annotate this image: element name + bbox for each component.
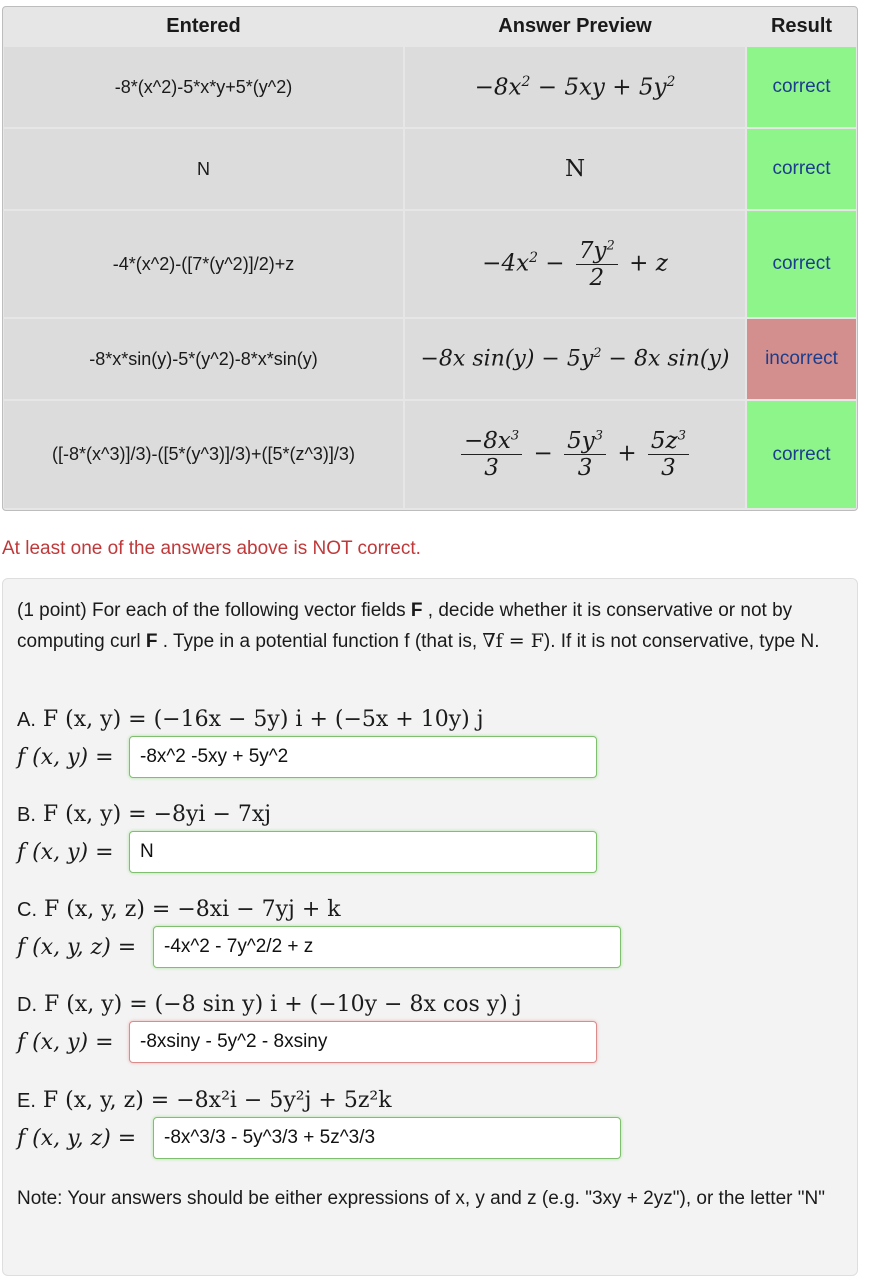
entered-cell: N <box>4 129 403 209</box>
result-cell: correct <box>747 47 856 127</box>
header-answer-preview: Answer Preview <box>405 8 745 45</box>
entered-cell: ([-8*(x^3)]/3)-([5*(y^3)]/3)+([5*(z^3)]/3) <box>4 401 403 508</box>
entered-cell: -4*(x^2)-([7*(y^2)]/2)+z <box>4 211 403 317</box>
results-table <box>2 6 858 511</box>
answer-input-e[interactable]: -8x^3/3 - 5y^3/3 + 5z^3/3 <box>153 1117 621 1159</box>
result-cell: correct <box>747 211 856 317</box>
preview-math: −8x $\sin(y) - 5y^2 - 8x$ sin(y) <box>420 346 730 372</box>
preview-math: $-4x^2$ − $\frac{7y^2}{2}$ + z <box>482 237 668 291</box>
answer-input-a[interactable]: -8x^2 -5xy + 5y^2 <box>129 736 597 778</box>
part-b-f-label: f (x, y) = <box>17 840 114 865</box>
part-b-field: B. F (x, y) = −8yi − 7xj <box>17 802 272 827</box>
preview-cell <box>405 129 745 209</box>
warning-message: At least one of the answers above is NOT correct. <box>2 538 421 559</box>
part-d-field: D. F (x, y) = (−8 sin y) i + (−10y − 8x cos y) j <box>17 992 522 1017</box>
part-c-field: C. F (x, y, z) = −8xi − 7yj + k <box>17 897 341 922</box>
part-a-field: A. F (x, y) = (−16x − 5y) i + (−5x + 10y) j <box>17 707 484 732</box>
preview-cell <box>405 319 745 399</box>
problem-intro: (1 point) For each of the following vector fields F , decide whether it is conservative or not by computing curl F . Type in a potential function f (that is, ∇f = F). If it is not conservative, type N. <box>17 600 820 652</box>
header-entered: Entered <box>4 8 403 45</box>
entered-cell: -8*(x^2)-5*x*y+5*(y^2) <box>4 47 403 127</box>
answer-input-b[interactable]: N <box>129 831 597 873</box>
part-e-field: E. F (x, y, z) = −8x²i − 5y²j + 5z²k <box>17 1088 392 1113</box>
preview-math: $-8x^2 - 5xy + 5y^2$ <box>474 73 676 101</box>
preview-math: N <box>564 156 586 182</box>
part-c-f-label: f (x, y, z) = <box>17 935 137 960</box>
answer-input-c[interactable]: -4x^2 - 7y^2/2 + z <box>153 926 621 968</box>
answer-input-d[interactable]: -8xsiny - 5y^2 - 8xsiny <box>129 1021 597 1063</box>
part-e-f-label: f (x, y, z) = <box>17 1126 137 1151</box>
preview-math: $\frac{-8x^3}{3}$ − $\frac{5y^3}{3}$ + $\frac{5z^3}{3}$ <box>457 428 693 481</box>
result-cell: incorrect <box>747 319 856 399</box>
part-a-f-label: f (x, y) = <box>17 745 114 770</box>
result-cell: correct <box>747 401 856 508</box>
entered-cell: -8*x*sin(y)-5*(y^2)-8*x*sin(y) <box>4 319 403 399</box>
preview-cell <box>405 47 745 127</box>
result-cell: correct <box>747 129 856 209</box>
preview-cell <box>405 401 745 508</box>
header-result: Result <box>747 8 856 45</box>
problem-box <box>2 578 858 1276</box>
preview-cell <box>405 211 745 317</box>
answer-format-note: Note: Your answers should be either expressions of x, y and z (e.g. "3xy + 2yz"), or the letter "N" <box>17 1188 825 1209</box>
part-d-f-label: f (x, y) = <box>17 1030 114 1055</box>
